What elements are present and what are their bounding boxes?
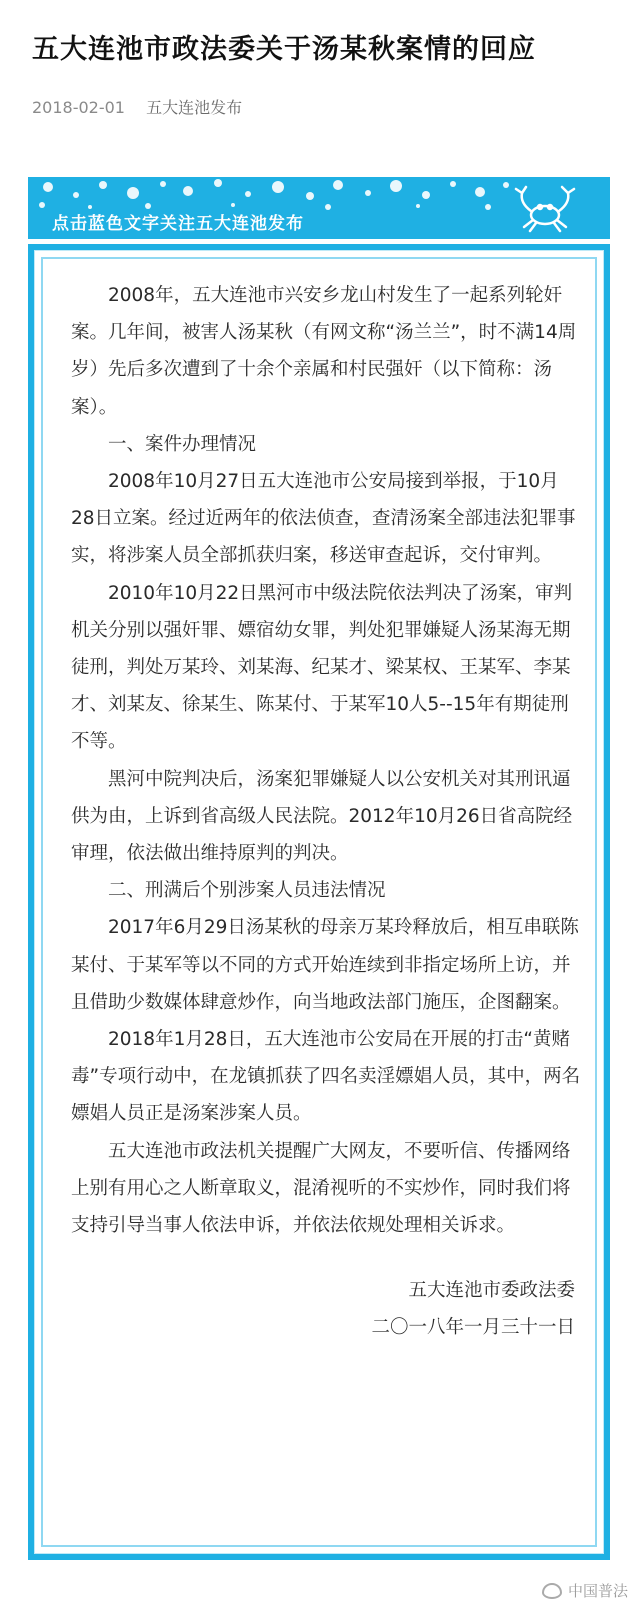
article-meta [32,95,242,118]
crab-icon [510,183,580,233]
article-frame-inner [34,250,604,1554]
paragraph: 五大连池市政法机关提醒广大网友，不要听信、传播网络上别有用心之人断章取义，混淆视听的不实炒作，同时我们将支持引导当事人依法申诉，并依法依规处理相关诉求。 [71,1140,571,1237]
paragraph: 黑河中院判决后，汤案犯罪嫌疑人以公安机关对其刑讯逼供为由，上诉到省高级人民法院。2012年10月26日省高院经审理，依法做出维持原判的判决。 [71,768,573,865]
signature: 五大连池市委政法委 [408,1280,575,1302]
section-heading: 一、案件办理情况 [108,433,257,455]
watermark [542,1580,628,1601]
paragraph: 2008年10月27日五大连池市公安局接到举报，于10月28日立案。经过近两年的依法侦查，查清汤案全部违法犯罪事实，将涉案人员全部抓获归案，移送审查起诉，交付审判。 [71,471,576,567]
wechat-icon [542,1583,562,1599]
article-source-link[interactable]: 五大连池发布 [146,98,243,117]
section-heading: 二、刑满后个别涉案人员违法情况 [108,880,386,902]
paragraph: 2010年10月22日黑河市中级法院依法判决了汤案，审判机关分别以强奸罪、嫖宿幼女罪，判处犯罪嫌疑人汤某海无期徒刑，判处万某玲、刘某海、纪某才、梁某权、王某军、李某才、刘某友、徐某生、陈某付、于某军10人5--15年有期徒刑不等。 [71,582,573,753]
paragraph: 2018年1月28日，五大连池市公安局在开展的打击“黄赌毒”专项行动中，在龙镇抓获了四名卖淫嫖娼人员，其中，两名嫖娼人员正是汤案涉案人员。 [71,1029,581,1125]
watermark-text: 中国普法 [567,1582,628,1600]
follow-banner[interactable] [28,177,610,239]
article-body [71,277,581,1347]
signature-date: 二〇一八年一月三十一日 [371,1317,575,1339]
paragraph: 2008年，五大连池市兴安乡龙山村发生了一起系列轮奸案。几年间，被害人汤某秋（有网文称“汤兰兰”，时不满14周岁）先后多次遭到了十余个亲属和村民强奸（以下简称：汤案）。 [71,285,577,418]
article-frame [28,244,610,1560]
article-date: 2018-02-01 [32,98,125,117]
paragraph: 2017年6月29日汤某秋的母亲万某玲释放后，相互串联陈某付、于某军等以不同的方式开始连续到非指定场所上访，并且借助少数媒体肆意炒作，向当地政法部门施压，企图翻案。 [71,917,579,1013]
follow-banner-text: 点击蓝色文字关注五大连池发布 [52,214,304,234]
article-title: 五大连池市政法委关于汤某秋案情的回应 [32,34,536,65]
